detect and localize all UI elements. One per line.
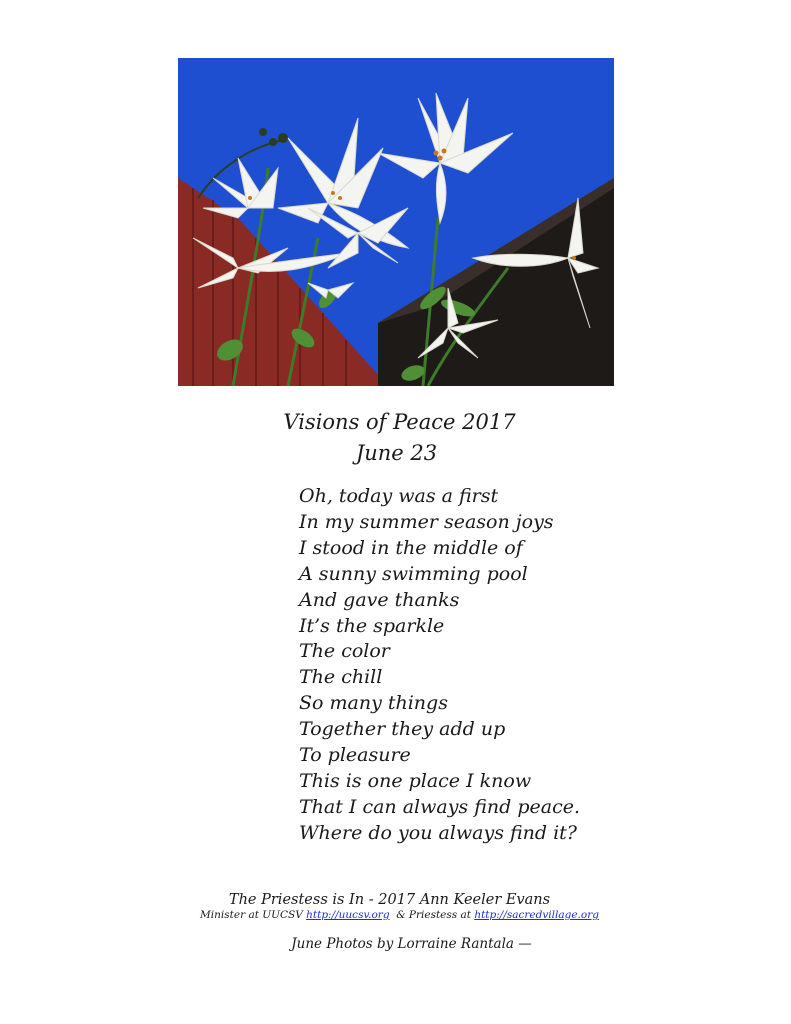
sacredvillage-link[interactable]: http://sacredvillage.org bbox=[474, 909, 599, 921]
poem-date: June 23 bbox=[355, 441, 438, 465]
lily-photo bbox=[178, 58, 614, 386]
poem-line: Together they add up bbox=[299, 718, 506, 741]
lily-photo-drawing bbox=[178, 58, 614, 386]
poem-line: To pleasure bbox=[299, 744, 411, 767]
poem-line: That I can always find peace. bbox=[299, 795, 580, 818]
poem-line: So many things bbox=[299, 692, 448, 715]
poem-body bbox=[299, 484, 580, 847]
poem-line: This is one place I know bbox=[299, 769, 532, 792]
uucsv-link[interactable]: http://uucsv.org bbox=[306, 909, 390, 921]
poem-line: In my summer season joys bbox=[299, 510, 554, 533]
poem-line: The chill bbox=[299, 666, 383, 689]
poem-line: It’s the sparkle bbox=[299, 614, 445, 637]
poem-line: I stood in the middle of bbox=[299, 536, 523, 559]
minister-label: Minister at UUCSV bbox=[200, 909, 307, 921]
photo-credit: June Photos by Lorraine Rantala — bbox=[291, 936, 532, 952]
poem-line: A sunny swimming pool bbox=[299, 562, 528, 585]
poem-line: Oh, today was a first bbox=[299, 485, 499, 507]
poem-line: Where do you always find it? bbox=[299, 821, 577, 844]
poem-line: The color bbox=[299, 640, 390, 663]
priestess-label: & Priestess at bbox=[389, 909, 475, 921]
affiliation-line bbox=[4, 907, 791, 923]
poem-line: And gave thanks bbox=[299, 588, 460, 611]
author-credit: The Priestess is In - 2017 Ann Keeler Evans bbox=[228, 892, 551, 908]
poem-title: Visions of Peace 2017 bbox=[283, 410, 516, 434]
